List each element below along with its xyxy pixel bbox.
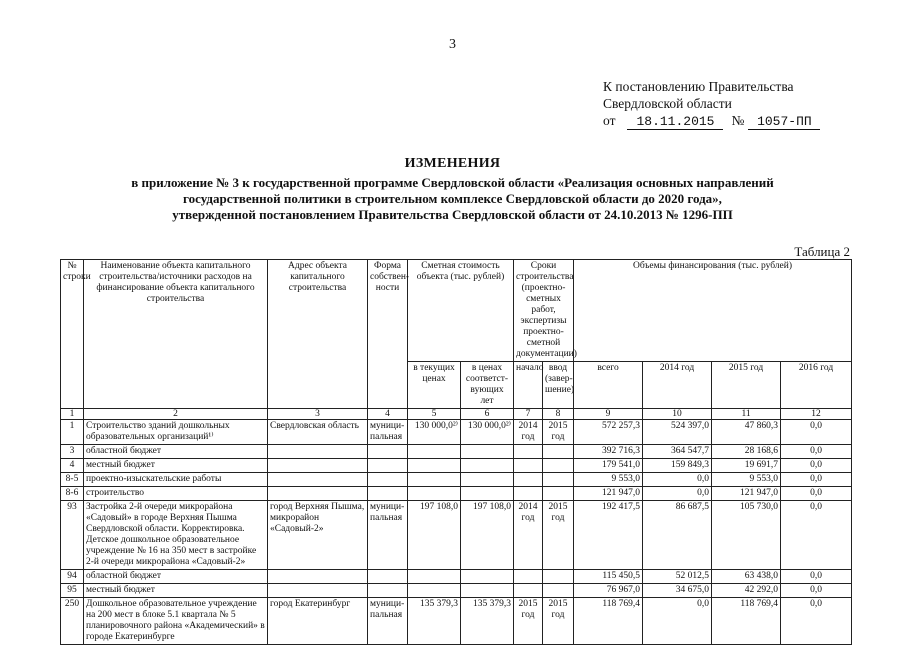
row-end-year: [543, 459, 574, 473]
row-fin-2016: 0,0: [781, 584, 852, 598]
row-number: 94: [61, 570, 84, 584]
row-cost-current: [408, 473, 461, 487]
decree-date: 18.11.2015: [627, 115, 723, 130]
row-fin-2016: 0,0: [781, 501, 852, 570]
row-cost-current: [408, 584, 461, 598]
row-cost-years: [461, 570, 514, 584]
row-address: [268, 459, 368, 473]
column-number: 10: [643, 409, 712, 420]
row-end-year: 2015 год: [543, 420, 574, 445]
row-fin-2015: 19 691,7: [712, 459, 781, 473]
row-fin-2014: 524 397,0: [643, 420, 712, 445]
row-ownership: [368, 487, 408, 501]
title-main: ИЗМЕНЕНИЯ: [404, 156, 501, 171]
row-address: город Верхняя Пышма, микрорайон «Садовый-2»: [268, 501, 368, 570]
row-start-year: [514, 570, 543, 584]
row-fin-2015: 105 730,0: [712, 501, 781, 570]
col-header-fin-2015: 2015 год: [712, 362, 781, 409]
col-header-financing: Объемы финансирования (тыс. рублей): [574, 260, 852, 362]
row-address: город Екатеринбург: [268, 598, 368, 645]
row-fin-total: 118 769,4: [574, 598, 643, 645]
row-fin-2014: 52 012,5: [643, 570, 712, 584]
row-fin-2014: 34 675,0: [643, 584, 712, 598]
row-fin-2014: 0,0: [643, 473, 712, 487]
row-ownership: [368, 473, 408, 487]
column-number-row: [61, 409, 852, 420]
row-fin-2016: 0,0: [781, 598, 852, 645]
col-header-cost-years: в ценах соответст-вующих лет: [461, 362, 514, 409]
column-number: 7: [514, 409, 543, 420]
row-cost-years: [461, 584, 514, 598]
row-ownership: [368, 445, 408, 459]
row-cost-current: [408, 445, 461, 459]
row-number: 93: [61, 501, 84, 570]
decree-number: 1057-ПП: [748, 115, 820, 130]
row-end-year: [543, 570, 574, 584]
row-name: областной бюджет: [84, 570, 268, 584]
row-start-year: [514, 459, 543, 473]
row-cost-current: 130 000,0²⁾: [408, 420, 461, 445]
document-title: [0, 156, 905, 223]
table-row: [61, 501, 852, 570]
row-fin-2014: 86 687,5: [643, 501, 712, 570]
row-name: Строительство зданий дошкольных образовательных организаций¹⁾: [84, 420, 268, 445]
title-line-2: государственной политики в строительном комплексе Свердловской области до 2020 года»,: [183, 191, 722, 206]
column-number: 12: [781, 409, 852, 420]
row-fin-2016: 0,0: [781, 570, 852, 584]
column-number: 1: [61, 409, 84, 420]
row-ownership: муници-пальная: [368, 501, 408, 570]
decree-line-1: К постановлению Правительства: [603, 79, 794, 94]
row-number: 250: [61, 598, 84, 645]
col-header-name: Наименование объекта капитального строительства/источники расходов на финансирование объекта капитального строительства: [84, 260, 268, 409]
table-row: [61, 420, 852, 445]
title-line-3: утвержденной постановлением Правительства Свердловской области от 24.10.2013 № 1296-ПП: [172, 207, 733, 222]
col-header-num: № строки: [61, 260, 84, 409]
col-header-terms-start: начало: [514, 362, 543, 409]
column-number: 2: [84, 409, 268, 420]
row-end-year: [543, 487, 574, 501]
row-fin-2016: 0,0: [781, 459, 852, 473]
column-number: 9: [574, 409, 643, 420]
row-end-year: [543, 445, 574, 459]
row-start-year: 2014 год: [514, 420, 543, 445]
row-name: Застройка 2-й очереди микрорайона «Садовый» в городе Верхняя Пышма Свердловской области. Корректировка. Детское дошкольное образовательное учреждение № 16 на 350 мест в застройке 2-й очереди микрорайона «Садовый-2»: [84, 501, 268, 570]
col-header-fin-2016: 2016 год: [781, 362, 852, 409]
row-end-year: [543, 584, 574, 598]
row-name: областной бюджет: [84, 445, 268, 459]
row-start-year: [514, 445, 543, 459]
row-fin-2014: 364 547,7: [643, 445, 712, 459]
row-fin-total: 572 257,3: [574, 420, 643, 445]
row-number: 95: [61, 584, 84, 598]
row-fin-2014: 0,0: [643, 598, 712, 645]
column-number: 3: [268, 409, 368, 420]
col-header-fin-total: всего: [574, 362, 643, 409]
decree-reference: [603, 78, 820, 130]
row-fin-2015: 28 168,6: [712, 445, 781, 459]
row-name: местный бюджет: [84, 459, 268, 473]
row-address: [268, 473, 368, 487]
table-row: [61, 445, 852, 459]
row-number: 4: [61, 459, 84, 473]
row-cost-current: 135 379,3: [408, 598, 461, 645]
row-cost-years: [461, 473, 514, 487]
title-line-1: в приложение № 3 к государственной программе Свердловской области «Реализация основных направлений: [131, 175, 774, 190]
row-fin-total: 179 541,0: [574, 459, 643, 473]
row-ownership: муници-пальная: [368, 598, 408, 645]
row-number: 1: [61, 420, 84, 445]
column-number: 4: [368, 409, 408, 420]
row-fin-2014: 0,0: [643, 487, 712, 501]
row-start-year: 2015 год: [514, 598, 543, 645]
row-end-year: 2015 год: [543, 598, 574, 645]
row-fin-2015: 63 438,0: [712, 570, 781, 584]
row-cost-current: [408, 570, 461, 584]
row-address: Свердловская область: [268, 420, 368, 445]
row-name: проектно-изыскательские работы: [84, 473, 268, 487]
row-start-year: [514, 473, 543, 487]
row-cost-years: 130 000,0²⁾: [461, 420, 514, 445]
table-row: [61, 459, 852, 473]
row-cost-years: 197 108,0: [461, 501, 514, 570]
row-name: строительство: [84, 487, 268, 501]
table-row: [61, 570, 852, 584]
row-address: [268, 487, 368, 501]
row-end-year: [543, 473, 574, 487]
row-fin-total: 76 967,0: [574, 584, 643, 598]
row-number: 8-6: [61, 487, 84, 501]
row-start-year: 2014 год: [514, 501, 543, 570]
table-row: [61, 598, 852, 645]
row-fin-2016: 0,0: [781, 420, 852, 445]
row-ownership: [368, 459, 408, 473]
row-cost-years: [461, 445, 514, 459]
row-ownership: [368, 570, 408, 584]
col-header-cost: Сметная стоимость объекта (тыс. рублей): [408, 260, 514, 362]
row-fin-total: 192 417,5: [574, 501, 643, 570]
col-header-cost-current: в текущих ценах: [408, 362, 461, 409]
col-header-ownership: Форма собствен-ности: [368, 260, 408, 409]
decree-line-3: [603, 112, 820, 130]
row-start-year: [514, 584, 543, 598]
row-fin-2016: 0,0: [781, 445, 852, 459]
row-ownership: [368, 584, 408, 598]
row-fin-2015: 121 947,0: [712, 487, 781, 501]
financing-table: [60, 259, 852, 645]
table-row: [61, 473, 852, 487]
row-start-year: [514, 487, 543, 501]
row-fin-total: 115 450,5: [574, 570, 643, 584]
row-fin-2015: 118 769,4: [712, 598, 781, 645]
row-fin-2016: 0,0: [781, 487, 852, 501]
row-fin-2015: 47 860,3: [712, 420, 781, 445]
row-cost-years: [461, 487, 514, 501]
row-fin-total: 9 553,0: [574, 473, 643, 487]
column-number: 6: [461, 409, 514, 420]
row-number: 3: [61, 445, 84, 459]
row-fin-2015: 9 553,0: [712, 473, 781, 487]
table-row: [61, 584, 852, 598]
row-cost-current: [408, 487, 461, 501]
column-number: 8: [543, 409, 574, 420]
row-cost-years: [461, 459, 514, 473]
page-number: 3: [449, 37, 456, 52]
column-number: 5: [408, 409, 461, 420]
row-number: 8-5: [61, 473, 84, 487]
col-header-terms: Сроки строительства (проектно-сметных работ, экспертизы проектно-сметной документации): [514, 260, 574, 362]
col-header-address: Адрес объекта капитального строительства: [268, 260, 368, 409]
table-label: Таблица 2: [794, 244, 850, 259]
col-header-terms-end: ввод (завер-шение): [543, 362, 574, 409]
column-number: 11: [712, 409, 781, 420]
table-body: [61, 409, 852, 645]
col-header-fin-2014: 2014 год: [643, 362, 712, 409]
decree-line-2: Свердловской области: [603, 96, 732, 111]
row-address: [268, 584, 368, 598]
row-fin-2015: 42 292,0: [712, 584, 781, 598]
row-name: Дошкольное образовательное учреждение на 200 мест в блоке 5.1 квартала № 5 планировочного района «Академический» в городе Екатеринбурге: [84, 598, 268, 645]
row-address: [268, 570, 368, 584]
row-cost-years: 135 379,3: [461, 598, 514, 645]
row-fin-total: 392 716,3: [574, 445, 643, 459]
row-cost-current: 197 108,0: [408, 501, 461, 570]
row-address: [268, 445, 368, 459]
row-cost-current: [408, 459, 461, 473]
row-fin-total: 121 947,0: [574, 487, 643, 501]
number-label: №: [731, 113, 745, 128]
row-name: местный бюджет: [84, 584, 268, 598]
row-end-year: 2015 год: [543, 501, 574, 570]
row-ownership: муници-пальная: [368, 420, 408, 445]
row-fin-2014: 159 849,3: [643, 459, 712, 473]
table-row: [61, 487, 852, 501]
from-label: от: [603, 113, 616, 128]
row-fin-2016: 0,0: [781, 473, 852, 487]
